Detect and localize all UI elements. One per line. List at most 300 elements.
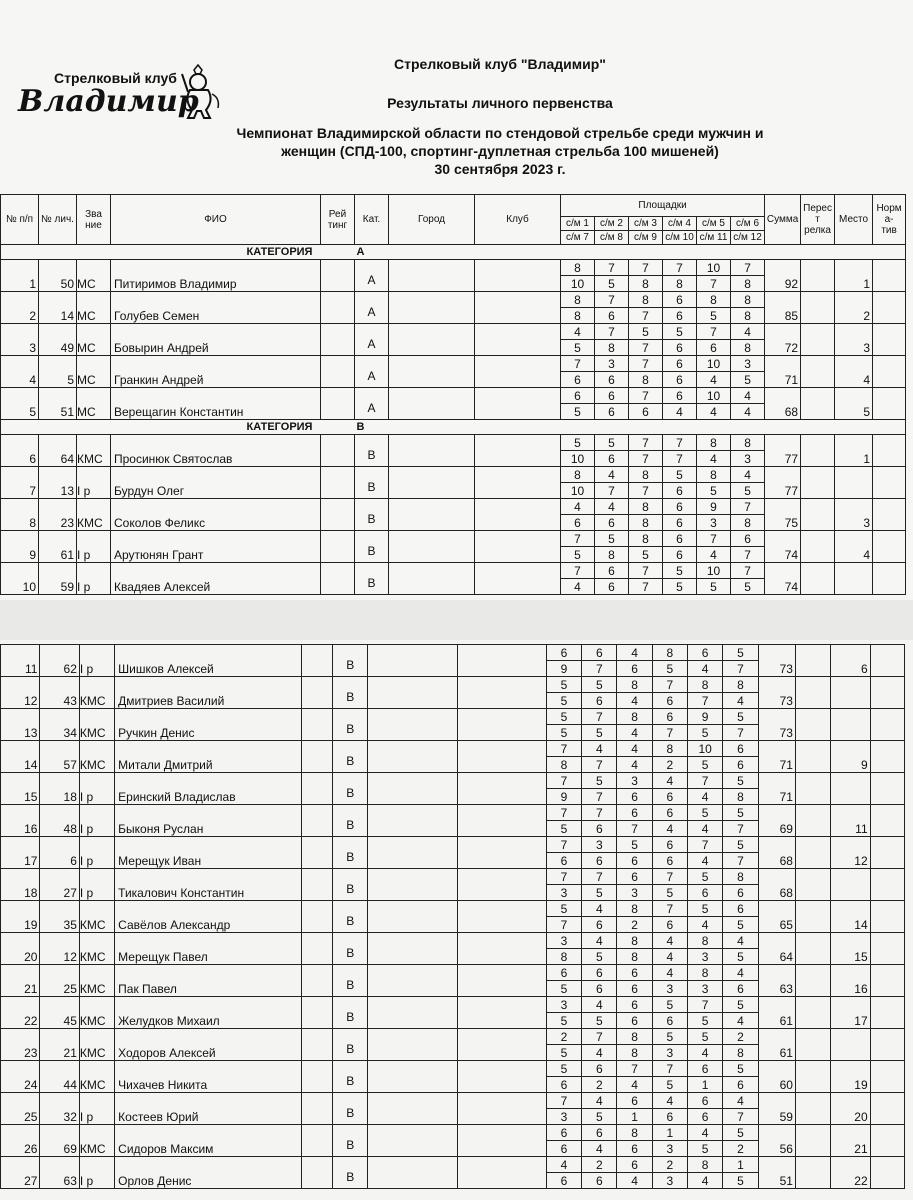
score-cell: 8 <box>561 467 595 483</box>
club-cell <box>457 837 546 869</box>
category-cell: В <box>333 837 368 869</box>
score-cell: 6 <box>617 1157 652 1173</box>
table-row <box>1 388 906 404</box>
norm-cell <box>870 901 904 933</box>
norm-cell <box>870 677 904 709</box>
lion-emblem-icon <box>174 64 222 120</box>
sum-cell: 68 <box>765 388 801 420</box>
city-cell <box>368 1029 457 1061</box>
athlete-name: Арутюнян Грант <box>111 531 321 563</box>
score-cell: 5 <box>723 1061 758 1077</box>
row-number: 6 <box>1 435 39 467</box>
city-cell <box>368 709 457 741</box>
norm-cell <box>873 388 906 420</box>
score-cell: 6 <box>723 1077 758 1093</box>
score-cell: 4 <box>688 917 723 933</box>
score-cell: 6 <box>561 388 595 404</box>
score-cell: 5 <box>723 1125 758 1141</box>
col-areas: Площадки <box>561 195 765 217</box>
table-row <box>1 933 905 949</box>
score-cell: 3 <box>652 981 687 997</box>
score-cell: 10 <box>697 356 731 372</box>
table-row <box>1 467 906 483</box>
score-cell: 3 <box>688 949 723 965</box>
score-cell: 5 <box>595 435 629 451</box>
athlete-name: Просинюк Святослав <box>111 435 321 467</box>
club-cell <box>475 563 561 595</box>
col-place: Место <box>835 195 873 245</box>
city-cell <box>368 837 457 869</box>
score-cell: 1 <box>688 1077 723 1093</box>
place-cell: 3 <box>835 499 873 531</box>
rating-cell <box>301 933 332 965</box>
norm-cell <box>870 1157 904 1189</box>
rating-cell <box>321 356 355 388</box>
score-cell: 6 <box>663 531 697 547</box>
score-cell: 6 <box>595 451 629 467</box>
sum-cell: 73 <box>758 677 795 709</box>
score-cell: 5 <box>663 324 697 340</box>
score-cell: 3 <box>652 1045 687 1061</box>
score-cell: 6 <box>652 1013 687 1029</box>
table-row <box>1 869 905 885</box>
score-cell: 6 <box>617 1093 652 1109</box>
score-cell: 8 <box>723 869 758 885</box>
score-cell: 5 <box>723 837 758 853</box>
athlete-name: Бурдун Олег <box>111 467 321 499</box>
score-cell: 5 <box>652 1077 687 1093</box>
col-shootoff-3: релка <box>804 225 831 236</box>
athlete-name: Голубев Семен <box>111 292 321 324</box>
score-cell: 4 <box>697 451 731 467</box>
norm-cell <box>870 1061 904 1093</box>
score-cell: 6 <box>652 917 687 933</box>
col-fio: ФИО <box>111 195 321 245</box>
score-cell: 6 <box>663 356 697 372</box>
rank: КМС <box>79 997 114 1029</box>
score-cell: 6 <box>663 388 697 404</box>
score-cell: 6 <box>546 1077 581 1093</box>
score-cell: 6 <box>582 645 617 661</box>
score-cell: 7 <box>723 1109 758 1125</box>
col-area-a1-5: с/м 5 <box>697 217 731 231</box>
score-cell: 4 <box>617 1077 652 1093</box>
score-cell: 7 <box>688 693 723 709</box>
score-cell: 5 <box>582 773 617 789</box>
rating-cell <box>301 677 332 709</box>
score-cell: 4 <box>697 372 731 388</box>
shootoff-cell <box>795 837 830 869</box>
shootoff-cell <box>795 1061 830 1093</box>
col-area-a1-3: с/м 3 <box>629 217 663 231</box>
table-row <box>1 292 906 308</box>
score-cell: 4 <box>582 997 617 1013</box>
rating-cell <box>301 805 332 837</box>
score-cell: 3 <box>731 451 765 467</box>
score-cell: 7 <box>595 292 629 308</box>
rating-cell <box>321 292 355 324</box>
score-cell: 7 <box>561 563 595 579</box>
sum-cell: 73 <box>758 645 795 677</box>
athlete-name: Быконя Руслан <box>115 805 302 837</box>
club-cell <box>475 531 561 563</box>
sum-cell: 77 <box>765 435 801 467</box>
row-number: 13 <box>1 709 40 741</box>
row-number: 2 <box>1 292 39 324</box>
personal-number: 6 <box>40 837 79 869</box>
shootoff-cell <box>795 1157 830 1189</box>
category-cell: В <box>333 741 368 773</box>
table-row <box>1 563 906 579</box>
score-cell: 8 <box>688 965 723 981</box>
score-cell: 7 <box>595 483 629 499</box>
row-number: 14 <box>1 741 40 773</box>
table-row <box>1 837 905 853</box>
score-cell: 3 <box>546 1109 581 1125</box>
athlete-name: Митали Дмитрий <box>115 741 302 773</box>
score-cell: 8 <box>561 260 595 276</box>
place-cell <box>831 1029 870 1061</box>
place-cell: 11 <box>831 805 870 837</box>
score-cell: 4 <box>582 1045 617 1061</box>
col-rank-2: ние <box>85 219 102 231</box>
score-cell: 7 <box>582 709 617 725</box>
shootoff-cell <box>801 260 835 292</box>
norm-cell <box>870 741 904 773</box>
rank: I р <box>79 1157 114 1189</box>
personal-number: 25 <box>40 965 79 997</box>
score-cell: 7 <box>546 837 581 853</box>
personal-number: 50 <box>39 260 77 292</box>
row-number: 9 <box>1 531 39 563</box>
club-cell <box>457 997 546 1029</box>
club-cell <box>457 677 546 709</box>
athlete-name: Костеев Юрий <box>115 1093 302 1125</box>
place-cell: 4 <box>835 356 873 388</box>
shootoff-cell <box>795 1093 830 1125</box>
club-cell <box>475 324 561 356</box>
sum-cell: 51 <box>758 1157 795 1189</box>
score-cell: 8 <box>688 1157 723 1173</box>
shootoff-cell <box>795 901 830 933</box>
score-cell: 6 <box>663 499 697 515</box>
score-cell: 7 <box>629 435 663 451</box>
col-area-a1-4: с/м 4 <box>663 217 697 231</box>
table-row <box>1 324 906 340</box>
col-np: № п/п <box>1 195 39 245</box>
score-cell: 2 <box>652 757 687 773</box>
score-cell: 6 <box>663 547 697 563</box>
score-cell: 10 <box>688 741 723 757</box>
col-norm-1: Норм <box>876 203 902 214</box>
score-cell: 5 <box>582 725 617 741</box>
category-cell: А <box>355 324 389 356</box>
shootoff-cell <box>801 467 835 499</box>
city-cell <box>368 1157 457 1189</box>
score-cell: 4 <box>561 579 595 595</box>
personal-number: 5 <box>39 356 77 388</box>
category-cell: В <box>333 1029 368 1061</box>
row-number: 17 <box>1 837 40 869</box>
score-cell: 5 <box>688 1141 723 1157</box>
score-cell: 5 <box>561 435 595 451</box>
score-cell: 3 <box>546 933 581 949</box>
score-cell: 4 <box>731 324 765 340</box>
club-cell <box>457 933 546 965</box>
rank: КМС <box>79 901 114 933</box>
table-row <box>1 356 906 372</box>
category-cell: В <box>355 467 389 499</box>
category-label-cell <box>246 245 906 260</box>
place-cell <box>831 773 870 805</box>
rating-cell <box>301 1157 332 1189</box>
score-cell: 6 <box>546 1125 581 1141</box>
table-row <box>1 499 906 515</box>
score-cell: 5 <box>731 579 765 595</box>
category-cell: В <box>333 1061 368 1093</box>
city-cell <box>368 1093 457 1125</box>
score-cell: 1 <box>723 1157 758 1173</box>
category-cell: А <box>355 356 389 388</box>
club-cell <box>475 388 561 420</box>
score-cell: 7 <box>652 1061 687 1077</box>
rating-cell <box>321 563 355 595</box>
row-number: 19 <box>1 901 40 933</box>
score-cell: 5 <box>546 821 581 837</box>
rating-cell <box>301 997 332 1029</box>
rating-cell <box>301 741 332 773</box>
club-cell <box>457 805 546 837</box>
score-cell: 7 <box>629 483 663 499</box>
rank: МС <box>77 324 111 356</box>
col-area-a2-6: с/м 12 <box>731 231 765 245</box>
personal-number: 23 <box>39 499 77 531</box>
score-cell: 4 <box>582 933 617 949</box>
score-cell: 8 <box>546 949 581 965</box>
place-cell <box>835 467 873 499</box>
score-cell: 6 <box>663 483 697 499</box>
score-cell: 3 <box>652 1141 687 1157</box>
table-row <box>1 709 905 725</box>
score-cell: 7 <box>629 579 663 595</box>
score-cell: 2 <box>652 1157 687 1173</box>
score-cell: 7 <box>546 805 581 821</box>
sum-cell: 61 <box>758 1029 795 1061</box>
score-cell: 5 <box>731 372 765 388</box>
category-cell: А <box>355 388 389 420</box>
score-cell: 6 <box>723 901 758 917</box>
score-cell: 5 <box>723 709 758 725</box>
personal-number: 21 <box>40 1029 79 1061</box>
score-cell: 6 <box>652 693 687 709</box>
sum-cell: 73 <box>758 709 795 741</box>
athlete-name: Тикалович Константин <box>115 869 302 901</box>
score-cell: 5 <box>652 997 687 1013</box>
score-cell: 1 <box>617 1109 652 1125</box>
results-table-top <box>0 194 906 595</box>
score-cell: 7 <box>582 805 617 821</box>
club-cell <box>475 260 561 292</box>
score-cell: 4 <box>723 965 758 981</box>
row-number: 27 <box>1 1157 40 1189</box>
col-rank-1: Зва <box>85 208 102 220</box>
col-area-a1-2: с/м 2 <box>595 217 629 231</box>
score-cell: 5 <box>546 693 581 709</box>
score-cell: 10 <box>697 260 731 276</box>
score-cell: 8 <box>561 292 595 308</box>
norm-cell <box>870 837 904 869</box>
category-cell: В <box>333 901 368 933</box>
personal-number: 45 <box>40 997 79 1029</box>
score-cell: 4 <box>697 404 731 420</box>
score-cell: 3 <box>582 837 617 853</box>
score-cell: 5 <box>582 885 617 901</box>
score-cell: 6 <box>617 965 652 981</box>
score-cell: 5 <box>561 340 595 356</box>
col-shootoff-2: т <box>815 214 820 225</box>
table-row <box>1 773 905 789</box>
score-cell: 6 <box>582 821 617 837</box>
score-cell: 5 <box>688 1013 723 1029</box>
score-cell: 6 <box>595 388 629 404</box>
score-cell: 4 <box>652 933 687 949</box>
score-cell: 7 <box>652 725 687 741</box>
score-cell: 6 <box>663 515 697 531</box>
logo-caption: Стрелковый клуб <box>54 70 177 86</box>
score-cell: 4 <box>688 661 723 677</box>
score-cell: 7 <box>663 451 697 467</box>
score-cell: 7 <box>582 661 617 677</box>
score-cell: 8 <box>595 340 629 356</box>
score-cell: 3 <box>652 1173 687 1189</box>
club-cell <box>475 292 561 324</box>
score-cell: 6 <box>723 741 758 757</box>
score-cell: 3 <box>617 773 652 789</box>
score-cell: 2 <box>723 1029 758 1045</box>
score-cell: 6 <box>595 404 629 420</box>
category-cell: В <box>333 933 368 965</box>
score-cell: 6 <box>546 1141 581 1157</box>
score-cell: 8 <box>617 677 652 693</box>
shootoff-cell <box>795 645 830 677</box>
city-cell <box>389 499 475 531</box>
shootoff-cell <box>801 531 835 563</box>
shootoff-cell <box>801 435 835 467</box>
personal-number: 63 <box>40 1157 79 1189</box>
sum-cell: 71 <box>765 356 801 388</box>
score-cell: 6 <box>617 1013 652 1029</box>
shootoff-cell <box>795 677 830 709</box>
row-number: 22 <box>1 997 40 1029</box>
row-number: 8 <box>1 499 39 531</box>
category-cell: В <box>333 805 368 837</box>
score-cell: 6 <box>561 515 595 531</box>
score-cell: 6 <box>688 645 723 661</box>
row-number: 5 <box>1 388 39 420</box>
rating-cell <box>321 260 355 292</box>
club-cell <box>475 499 561 531</box>
score-cell: 7 <box>652 677 687 693</box>
score-cell: 5 <box>723 997 758 1013</box>
score-cell: 7 <box>697 324 731 340</box>
club-cell <box>475 467 561 499</box>
score-cell: 8 <box>595 547 629 563</box>
score-cell: 5 <box>595 276 629 292</box>
table-row <box>1 1157 905 1173</box>
shootoff-cell <box>795 773 830 805</box>
col-nlich: № лич. <box>39 195 77 245</box>
col-kat: Кат. <box>355 195 389 245</box>
score-cell: 8 <box>688 933 723 949</box>
place-cell: 1 <box>835 260 873 292</box>
score-cell: 4 <box>723 1093 758 1109</box>
club-cell <box>457 901 546 933</box>
score-cell: 10 <box>561 451 595 467</box>
score-cell: 8 <box>617 1029 652 1045</box>
place-cell <box>831 709 870 741</box>
city-cell <box>389 563 475 595</box>
sum-cell: 59 <box>758 1093 795 1125</box>
score-cell: 6 <box>629 404 663 420</box>
score-cell: 3 <box>617 885 652 901</box>
score-cell: 6 <box>546 645 581 661</box>
score-cell: 8 <box>688 677 723 693</box>
city-cell <box>389 467 475 499</box>
col-area-a2-3: с/м 9 <box>629 231 663 245</box>
club-cell <box>457 1157 546 1189</box>
athlete-name: Сидоров Максим <box>115 1125 302 1157</box>
score-cell: 4 <box>582 1141 617 1157</box>
score-cell: 4 <box>582 1093 617 1109</box>
score-cell: 4 <box>723 693 758 709</box>
score-cell: 7 <box>688 997 723 1013</box>
personal-number: 35 <box>40 901 79 933</box>
championship-line-1: Чемпионат Владимирской области по стендовой стрельбе среди мужчин и <box>236 125 764 141</box>
score-cell: 2 <box>582 1157 617 1173</box>
score-cell: 6 <box>652 789 687 805</box>
score-cell: 6 <box>617 981 652 997</box>
score-cell: 4 <box>688 789 723 805</box>
score-cell: 6 <box>723 981 758 997</box>
score-cell: 7 <box>546 917 581 933</box>
score-cell: 8 <box>731 292 765 308</box>
shootoff-cell <box>795 1125 830 1157</box>
score-cell: 8 <box>617 949 652 965</box>
city-cell <box>368 997 457 1029</box>
score-cell: 7 <box>582 757 617 773</box>
place-cell: 21 <box>831 1125 870 1157</box>
personal-number: 18 <box>40 773 79 805</box>
rank: КМС <box>79 933 114 965</box>
score-cell: 5 <box>697 483 731 499</box>
table-row <box>1 997 905 1013</box>
col-area-a2-4: с/м 10 <box>663 231 697 245</box>
score-cell: 8 <box>731 515 765 531</box>
norm-cell <box>870 1093 904 1125</box>
category-label: КАТЕГОРИЯ <box>246 246 313 258</box>
score-cell: 5 <box>546 725 581 741</box>
city-cell <box>389 388 475 420</box>
col-area-a1-1: с/м 1 <box>561 217 595 231</box>
col-city: Город <box>389 195 475 245</box>
place-cell: 9 <box>831 741 870 773</box>
score-cell: 7 <box>663 260 697 276</box>
rating-cell <box>301 869 332 901</box>
city-cell <box>389 324 475 356</box>
score-cell: 6 <box>663 372 697 388</box>
score-cell: 4 <box>731 467 765 483</box>
city-cell <box>389 435 475 467</box>
